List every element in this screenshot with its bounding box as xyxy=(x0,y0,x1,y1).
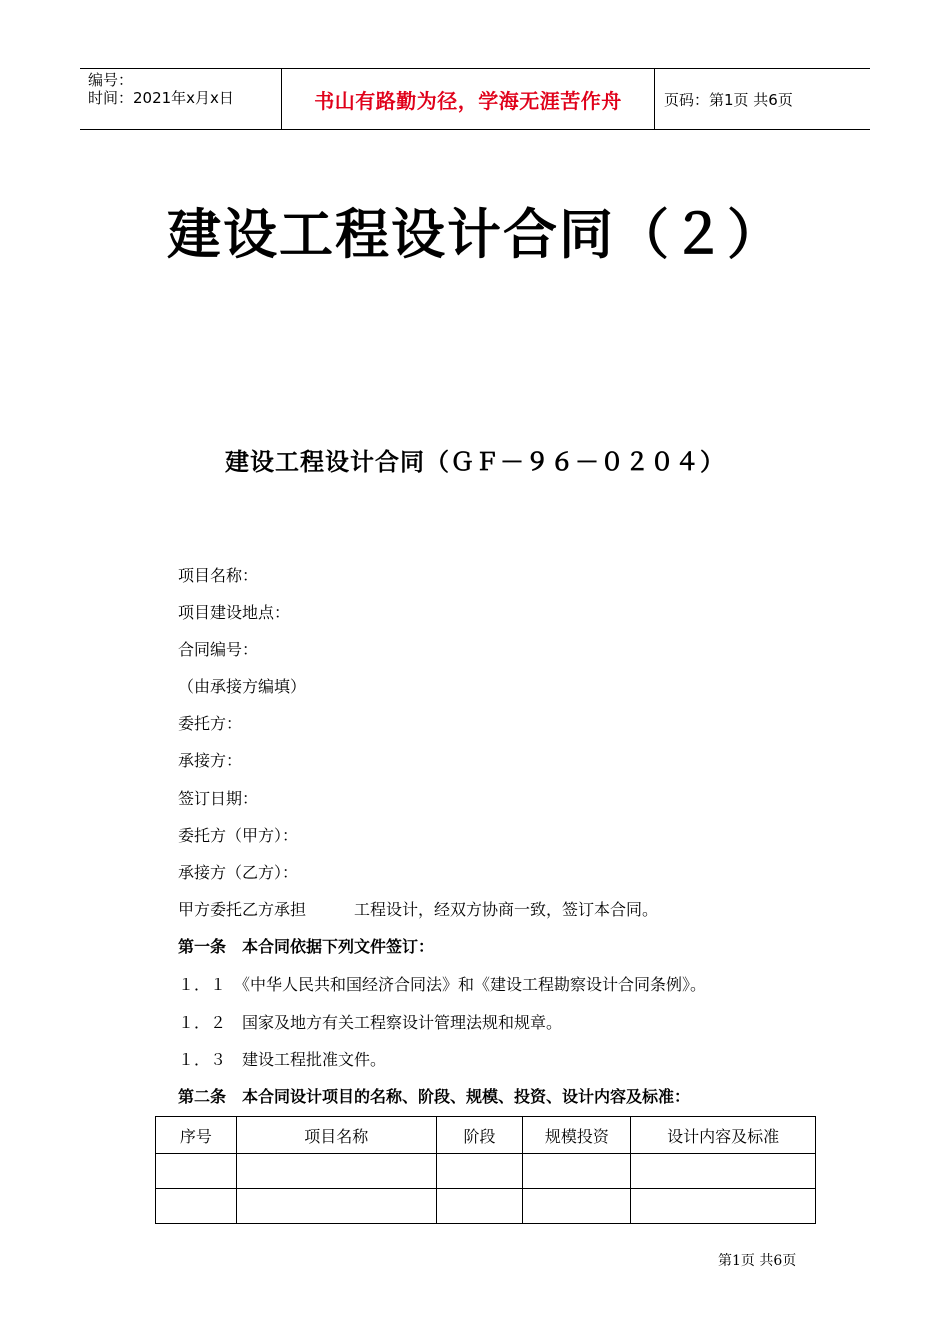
table-cell xyxy=(156,1154,237,1189)
field-contract-number: 合同编号： xyxy=(178,640,259,659)
code-label: 编号： xyxy=(88,71,134,89)
field-project-name: 项目名称： xyxy=(178,566,259,585)
column-header-scale-investment: 规模投资 xyxy=(523,1117,631,1154)
field-contract-number-note: （由承接方编填） xyxy=(178,677,307,696)
table-cell xyxy=(523,1189,631,1224)
design-items-table xyxy=(155,1116,816,1224)
column-header-index: 序号 xyxy=(156,1117,237,1154)
table-row xyxy=(156,1154,816,1189)
table-cell xyxy=(631,1154,816,1189)
column-header-design-content: 设计内容及标准 xyxy=(631,1117,816,1154)
field-party-a: 委托方（甲方）： xyxy=(178,826,299,845)
field-project-location: 项目建设地点： xyxy=(178,603,291,622)
date-label: 时间：2021年x月x日 xyxy=(88,89,234,107)
intro-paragraph: 甲方委托乙方承担 工程设计，经双方协商一致，签订本合同。 xyxy=(178,900,659,919)
table-cell xyxy=(631,1189,816,1224)
article-2-heading: 第二条 本合同设计项目的名称、阶段、规模、投资、设计内容及标准： xyxy=(178,1087,691,1106)
field-client: 委托方： xyxy=(178,714,243,733)
field-sign-date: 签订日期： xyxy=(178,789,259,808)
column-header-project-name: 项目名称 xyxy=(236,1117,436,1154)
column-header-stage: 阶段 xyxy=(436,1117,523,1154)
table-header-row xyxy=(156,1117,816,1154)
field-contractor: 承接方： xyxy=(178,751,243,770)
table-row xyxy=(156,1189,816,1224)
document-title: 建设工程设计合同（２） xyxy=(167,202,783,266)
table-cell xyxy=(436,1189,523,1224)
header-meta xyxy=(88,71,283,107)
contract-subtitle: 建设工程设计合同（ＧＦ－９６－０２０４） xyxy=(225,447,725,476)
page-header xyxy=(80,68,870,130)
table-cell xyxy=(156,1189,237,1224)
field-party-b: 承接方（乙方）： xyxy=(178,863,299,882)
article-1-item: １．１ 《中华人民共和国经济合同法》和《建设工程勘察设计合同条例》。 xyxy=(178,975,707,994)
table-cell xyxy=(523,1154,631,1189)
table-cell xyxy=(436,1154,523,1189)
article-1-item: １．３ 建设工程批准文件。 xyxy=(178,1050,387,1069)
article-1-heading: 第一条 本合同依据下列文件签订： xyxy=(178,937,435,956)
table-cell xyxy=(236,1189,436,1224)
page-footer: 第1页 共6页 xyxy=(718,1253,797,1269)
header-motto: 书山有路勤为径，学海无涯苦作舟 xyxy=(281,69,655,129)
article-1-item: １．２ 国家及地方有关工程察设计管理法规和规章。 xyxy=(178,1013,563,1032)
header-page-info: 页码：第1页 共6页 xyxy=(664,90,793,109)
table-cell xyxy=(236,1154,436,1189)
